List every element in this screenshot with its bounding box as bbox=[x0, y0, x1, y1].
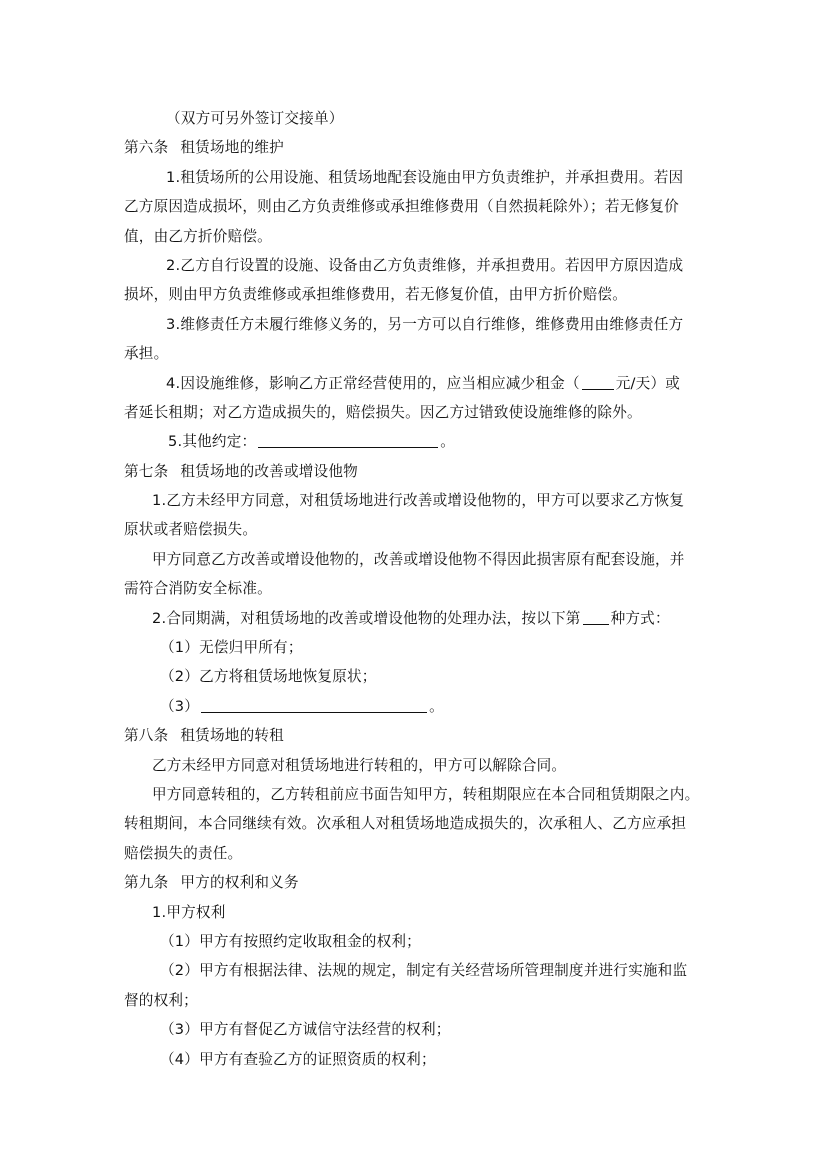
paragraph-line: 乙方未经甲方同意对租赁场地进行转租的，甲方可以解除合同。 bbox=[152, 756, 567, 774]
option-line: （4）甲方有查验乙方的证照资质的权利； bbox=[160, 1050, 436, 1068]
article-number: 第六条 bbox=[124, 139, 169, 157]
option-3-blank[interactable] bbox=[201, 695, 427, 713]
paragraph-line: 转租期间，本合同继续有效。次承租人对租赁场地造成损失的，次承租人、乙方应承担 bbox=[124, 815, 687, 833]
paragraph-line: 甲方同意转租的，乙方转租前应书面告知甲方，转租期限应在本合同租赁期限之内。 bbox=[152, 785, 700, 803]
rent-reduction-blank[interactable] bbox=[582, 372, 614, 390]
article-7-heading bbox=[124, 457, 704, 486]
option-line: （2）甲方有根据法律、法规的规定，制定有关经营场所管理制度并进行实施和监 bbox=[160, 962, 688, 980]
paragraph-line: 值，由乙方折价赔偿。 bbox=[124, 227, 272, 245]
article-number: 第七条 bbox=[124, 462, 169, 480]
contract-body bbox=[124, 104, 704, 1074]
paragraph-line: 需符合消防安全标准。 bbox=[124, 580, 272, 598]
paragraph-line: 2.合同期满，对租赁场地的改善或增设他物的处理办法，按以下第 种方式： bbox=[124, 604, 704, 633]
paragraph-line: 原状或者赔偿损失。 bbox=[124, 521, 258, 539]
article-title: 租赁场地的维护 bbox=[180, 139, 284, 157]
article-number: 第八条 bbox=[124, 727, 169, 745]
paragraph-line: 赔偿损失的责任。 bbox=[124, 844, 243, 862]
paragraph-line: 2.乙方自行设置的设施、设备由乙方负责维修，并承担费用。若因甲方原因造成 bbox=[166, 256, 684, 274]
option-line: （2）乙方将租赁场地恢复原状； bbox=[160, 668, 377, 686]
article-8-heading bbox=[124, 721, 704, 750]
paragraph-line: 3.维修责任方未履行维修义务的，另一方可以自行维修，维修费用由维修责任方 bbox=[166, 315, 684, 333]
paragraph-line: 1.租赁场所的公用设施、租赁场地配套设施由甲方负责维护，并承担费用。若因 bbox=[166, 168, 684, 186]
paragraph-line: 甲方同意乙方改善或增设他物的，改善或增设他物不得因此损害原有配套设施，并 bbox=[152, 550, 685, 568]
section-heading: 1.甲方权利 bbox=[152, 903, 226, 921]
option-line: （3）甲方有督促乙方诚信守法经营的权利； bbox=[160, 1021, 451, 1039]
paragraph-line: 承担。 bbox=[124, 345, 169, 363]
paragraph-line: 者延长租期；对乙方造成损失的，赔偿损失。因乙方过错致使设施维修的除外。 bbox=[124, 403, 642, 421]
option-line: （1）甲方有按照约定收取租金的权利； bbox=[160, 932, 421, 950]
method-choice-blank[interactable] bbox=[583, 607, 609, 625]
article-6-heading bbox=[124, 133, 704, 162]
other-agreement-blank[interactable] bbox=[258, 430, 438, 448]
paragraph-line: 1.乙方未经甲方同意，对租赁场地进行改善或增设他物的，甲方可以要求乙方恢复 bbox=[152, 492, 685, 510]
article-title: 甲方的权利和义务 bbox=[180, 874, 299, 892]
article-title: 租赁场地的转租 bbox=[180, 727, 284, 745]
article-9-heading bbox=[124, 868, 704, 897]
paragraph-line: 督的权利； bbox=[124, 991, 198, 1009]
handover-note: （双方可另外签订交接单） bbox=[166, 110, 344, 127]
article-number: 第九条 bbox=[124, 874, 169, 892]
paragraph-line: 4.因设施维修，影响乙方正常经营使用的，应当相应减少租金（ 元/天）或 bbox=[124, 369, 704, 398]
option-line: （3） 。 bbox=[124, 692, 704, 721]
paragraph-line: 5.其他约定： 。 bbox=[124, 427, 704, 456]
paragraph-line: 乙方原因造成损坏，则由乙方负责维修或承担维修费用（自然损耗除外）；若无修复价 bbox=[124, 198, 679, 216]
option-line: （1）无偿归甲所有； bbox=[160, 639, 303, 657]
paragraph-line: 损坏，则由甲方负责维修或承担维修费用，若无修复价值，由甲方折价赔偿。 bbox=[124, 286, 627, 304]
article-title: 租赁场地的改善或增设他物 bbox=[180, 462, 358, 480]
